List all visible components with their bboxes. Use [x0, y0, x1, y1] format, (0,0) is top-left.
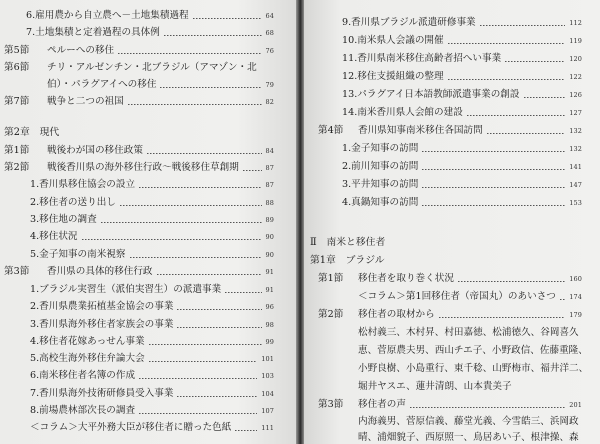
toc-entry-label: 14.南米香川県人会館の建設: [342, 107, 463, 118]
toc-entry: [342, 16, 582, 30]
toc-entry: [30, 213, 274, 227]
leader-dots: [487, 133, 566, 134]
toc-entry: [26, 9, 274, 23]
toc-section-entry: [318, 124, 582, 138]
toc-entry-label: ペルーへの移住: [47, 45, 115, 56]
leader-dots: [139, 378, 257, 379]
toc-page-number: 87: [265, 164, 274, 172]
name-list-line: 堀井ヤスエ、蓮井清朗、山本貴美子: [358, 381, 512, 392]
toc-entry-label: 移住者を取り巻く状況: [358, 273, 454, 284]
toc-entry-label: 移住者の声: [358, 399, 406, 410]
toc-entry: [30, 230, 274, 244]
toc-entry: [30, 248, 274, 262]
toc-entry: [30, 178, 274, 192]
book-spine: [296, 0, 304, 444]
toc-entry: [30, 387, 274, 401]
leader-dots: [225, 292, 261, 293]
right-page: [304, 0, 600, 444]
toc-page-number: 91: [265, 268, 274, 276]
leader-dots: [149, 361, 258, 362]
toc-page-number: 99: [265, 338, 274, 346]
toc-entry-label: 5.高校生海外移住弁論大会: [30, 353, 145, 364]
toc-entry: [30, 318, 274, 332]
leader-dots: [422, 187, 565, 188]
toc-section-entry: [4, 144, 274, 158]
toc-entry-label: 2.香川県農業拓植基金協会の事業: [30, 301, 174, 312]
toc-entry: [30, 369, 274, 383]
leader-dots: [177, 396, 257, 397]
toc-section-entry: [4, 95, 274, 109]
toc-section-entry: [4, 61, 274, 74]
toc-entry: [30, 300, 274, 314]
toc-entry-continuation: [47, 78, 274, 92]
toc-entry-label: 13.パラグアイ日本語教師派遣事業の創設: [342, 89, 520, 100]
leader-dots: [118, 53, 261, 54]
toc-entry: [30, 421, 274, 435]
toc-entry-label: 10.南米県人会議の開催: [342, 35, 444, 46]
name-list-line: 松村義三、木村昇、村田嘉徳、松浦徳久、谷岡喜久: [358, 327, 579, 338]
leader-dots: [458, 281, 565, 282]
toc-page-number: 84: [265, 147, 274, 155]
name-list-line: 恵、菅原農夫男、西山チエ子、小野政信、佐藤重隆、: [358, 345, 588, 356]
toc-entry: [30, 352, 274, 366]
toc-entry: [342, 52, 582, 66]
toc-page-number: 91: [265, 286, 274, 294]
toc-entry-label: 7.土地集積と定着過程の具体例: [26, 27, 160, 38]
toc-section-entry: [4, 161, 274, 175]
toc-page-number: 68: [265, 29, 274, 37]
toc-entry-label: 2.移住者の送り出し: [30, 197, 116, 208]
toc-entry-label: 3.平井知事の訪問: [342, 179, 419, 190]
toc-entry: [30, 283, 274, 297]
toc-page-number: 89: [265, 216, 274, 224]
toc-entry: [342, 142, 582, 156]
toc-entry-label: 9.香川県ブラジル派遣研修事業: [342, 17, 476, 28]
leader-dots: [147, 153, 262, 154]
toc-page-number: 153: [569, 199, 582, 207]
toc-chapter-heading: [310, 254, 582, 267]
toc-page-number: 112: [569, 19, 582, 27]
section-number: 第7節: [4, 96, 30, 107]
toc-entry-label: 4.真鍋知事の訪問: [342, 197, 419, 208]
chapter-title: 第1章 ブラジル: [310, 255, 385, 266]
leader-dots: [164, 35, 262, 36]
toc-page-number: 90: [265, 251, 274, 259]
toc-page-number: 111: [261, 424, 274, 432]
toc-entry-label: ＜コラム＞大平外務大臣が移住者に贈った色紙: [30, 422, 232, 433]
toc-entry-label: 香川県の具体的移住行政: [47, 266, 153, 277]
leader-dots: [193, 18, 262, 19]
toc-entry-label: 戦後香川県の海外移住行政～戦後移住草創期: [47, 162, 239, 173]
toc-entry: [30, 404, 274, 418]
toc-page-number: 79: [265, 81, 274, 89]
section-number: 第3節: [4, 266, 30, 277]
toc-page-number: 160: [569, 275, 582, 283]
leader-dots: [480, 25, 566, 26]
toc-page-number: 90: [265, 233, 274, 241]
toc-entry-label: 7.香川県海外技術研修員受入事業: [30, 388, 174, 399]
part-title: Ⅱ 南米と移住者: [310, 237, 386, 248]
toc-section-entry: [318, 398, 582, 412]
toc-entry-label: 5.金子知事の南米視察: [30, 249, 126, 260]
toc-entry-label: 移住者の取材から: [358, 309, 435, 320]
toc-chapter-heading: [4, 126, 274, 139]
toc-entry: [26, 26, 274, 40]
toc-entry: [342, 88, 582, 102]
leader-dots: [448, 43, 566, 44]
leader-dots: [177, 327, 261, 328]
toc-page-number: 88: [265, 199, 274, 207]
toc-entry-label: 戦争と二つの祖国: [47, 96, 124, 107]
section-number: 第1節: [4, 145, 30, 156]
toc-entry-label: 香川県知事南米移住各国訪問: [358, 125, 483, 136]
toc-page-number: 96: [265, 303, 274, 311]
leader-dots: [422, 205, 565, 206]
leader-dots: [139, 413, 257, 414]
toc-page-number: 147: [569, 181, 582, 189]
toc-entry-label: 4.移住者花嫁あっせん事業: [30, 336, 145, 347]
toc-page-number: 174: [569, 293, 582, 301]
toc-entry-label: 戦後わが国の移住政策: [47, 145, 143, 156]
toc-entry: [30, 196, 274, 210]
toc-entry: [342, 160, 582, 174]
toc-entry: [342, 70, 582, 84]
toc-page-number: 127: [569, 109, 582, 117]
leader-dots: [422, 151, 565, 152]
section-number: 第4節: [318, 125, 344, 136]
leader-dots: [243, 170, 262, 171]
toc-entry-label: 3.香川県海外移住者家族会の事業: [30, 319, 174, 330]
toc-entry-label: 伯）・パラグアイへの移住: [47, 79, 157, 90]
leader-dots: [422, 169, 565, 170]
toc-entry-label: ＜コラム＞第1回移住者（帝国丸）のあいさつ: [358, 291, 556, 302]
leader-dots: [130, 257, 262, 258]
toc-page-number: 201: [569, 401, 582, 409]
toc-page-number: 98: [265, 321, 274, 329]
toc-entry-label: 2.前川知事の訪問: [342, 161, 419, 172]
toc-page-number: 87: [265, 181, 274, 189]
toc-entry: [342, 106, 582, 120]
leader-dots: [160, 87, 261, 88]
toc-page-number: 141: [569, 163, 582, 171]
toc-page-number: 107: [261, 407, 274, 415]
section-number: 第5節: [4, 45, 30, 56]
name-list-line: 内海義男、菅原信義、藤堂光義、今雪皓三、浜岡政: [358, 416, 579, 427]
toc-page-number: 120: [569, 55, 582, 63]
name-list-line: 小野良樹、小島重行、東千稔、山野梅市、福井洋二、: [358, 363, 589, 374]
toc-page-number: 126: [569, 91, 582, 99]
toc-page-number: 132: [569, 145, 582, 153]
toc-section-entry: [4, 265, 274, 279]
section-number: 第2節: [318, 309, 344, 320]
toc-page-number: 76: [265, 47, 274, 55]
toc-entry: [342, 196, 582, 210]
toc-entry-label: 3.移住地の調査: [30, 214, 97, 225]
leader-dots: [128, 104, 262, 105]
toc-entry-label: 4.移住状況: [30, 231, 78, 242]
toc-page-number: 64: [265, 12, 274, 20]
section-number: 第2節: [4, 162, 30, 173]
toc-page-number: 103: [261, 372, 274, 380]
leader-dots: [505, 61, 565, 62]
toc-entry-label: 1.金子知事の訪問: [342, 143, 419, 154]
toc-entry-label: 11.香川県南米移住高齢者招へい事業: [342, 53, 502, 64]
chapter-title: 第2章 現代: [4, 127, 60, 138]
toc-entry-label: 12.移住支援組織の整理: [342, 71, 444, 82]
leader-dots: [177, 309, 261, 310]
leader-dots: [149, 344, 262, 345]
toc-page-number: 122: [569, 73, 582, 81]
toc-entry-label: 6.南米移住者名簿の作成: [30, 370, 136, 381]
leader-dots: [467, 115, 565, 116]
section-number: 第1節: [318, 273, 344, 284]
toc-section-entry: [4, 44, 274, 58]
section-number: 第6節: [4, 62, 30, 73]
leader-dots: [448, 79, 566, 80]
toc-page-number: 179: [569, 311, 582, 319]
toc-entry-label: 1.ブラジル実習生（派伯実習生）の派遣事業: [30, 284, 222, 295]
toc-entry-label: 8.前場農林部次長の調査: [30, 405, 136, 416]
toc-page-number: 132: [569, 127, 582, 135]
toc-section-entry: [318, 308, 582, 322]
leader-dots: [101, 222, 262, 223]
leader-dots: [120, 205, 262, 206]
left-page: [0, 0, 296, 444]
leader-dots: [410, 407, 565, 408]
leader-dots: [157, 274, 262, 275]
toc-part-heading: [310, 236, 582, 249]
leader-dots: [560, 299, 565, 300]
toc-page-number: 82: [265, 98, 274, 106]
toc-entry: [342, 178, 582, 192]
toc-page-number: 119: [569, 37, 582, 45]
leader-dots: [524, 97, 566, 98]
toc-entry: [30, 335, 274, 349]
toc-page-number: 101: [261, 355, 274, 363]
toc-section-entry: [318, 272, 582, 286]
leader-dots: [82, 239, 262, 240]
name-list-line: 晴、浦畑貌子、西原照一、鳥居あい子、根津操、森: [358, 432, 579, 443]
toc-entry-label: 6.雇用農から自立農へ－土地集積過程: [26, 10, 189, 21]
leader-dots: [139, 187, 261, 188]
toc-entry: [342, 34, 582, 48]
leader-dots: [439, 317, 566, 318]
toc-entry-label: 1.香川県移住協会の設立: [30, 179, 136, 190]
toc-entry: [358, 290, 582, 304]
toc-entry-label: チリ・アルゼンチン・北ブラジル（アマゾン・北: [47, 62, 257, 73]
leader-dots: [235, 430, 257, 431]
section-number: 第3節: [318, 399, 344, 410]
toc-page-number: 104: [261, 390, 274, 398]
